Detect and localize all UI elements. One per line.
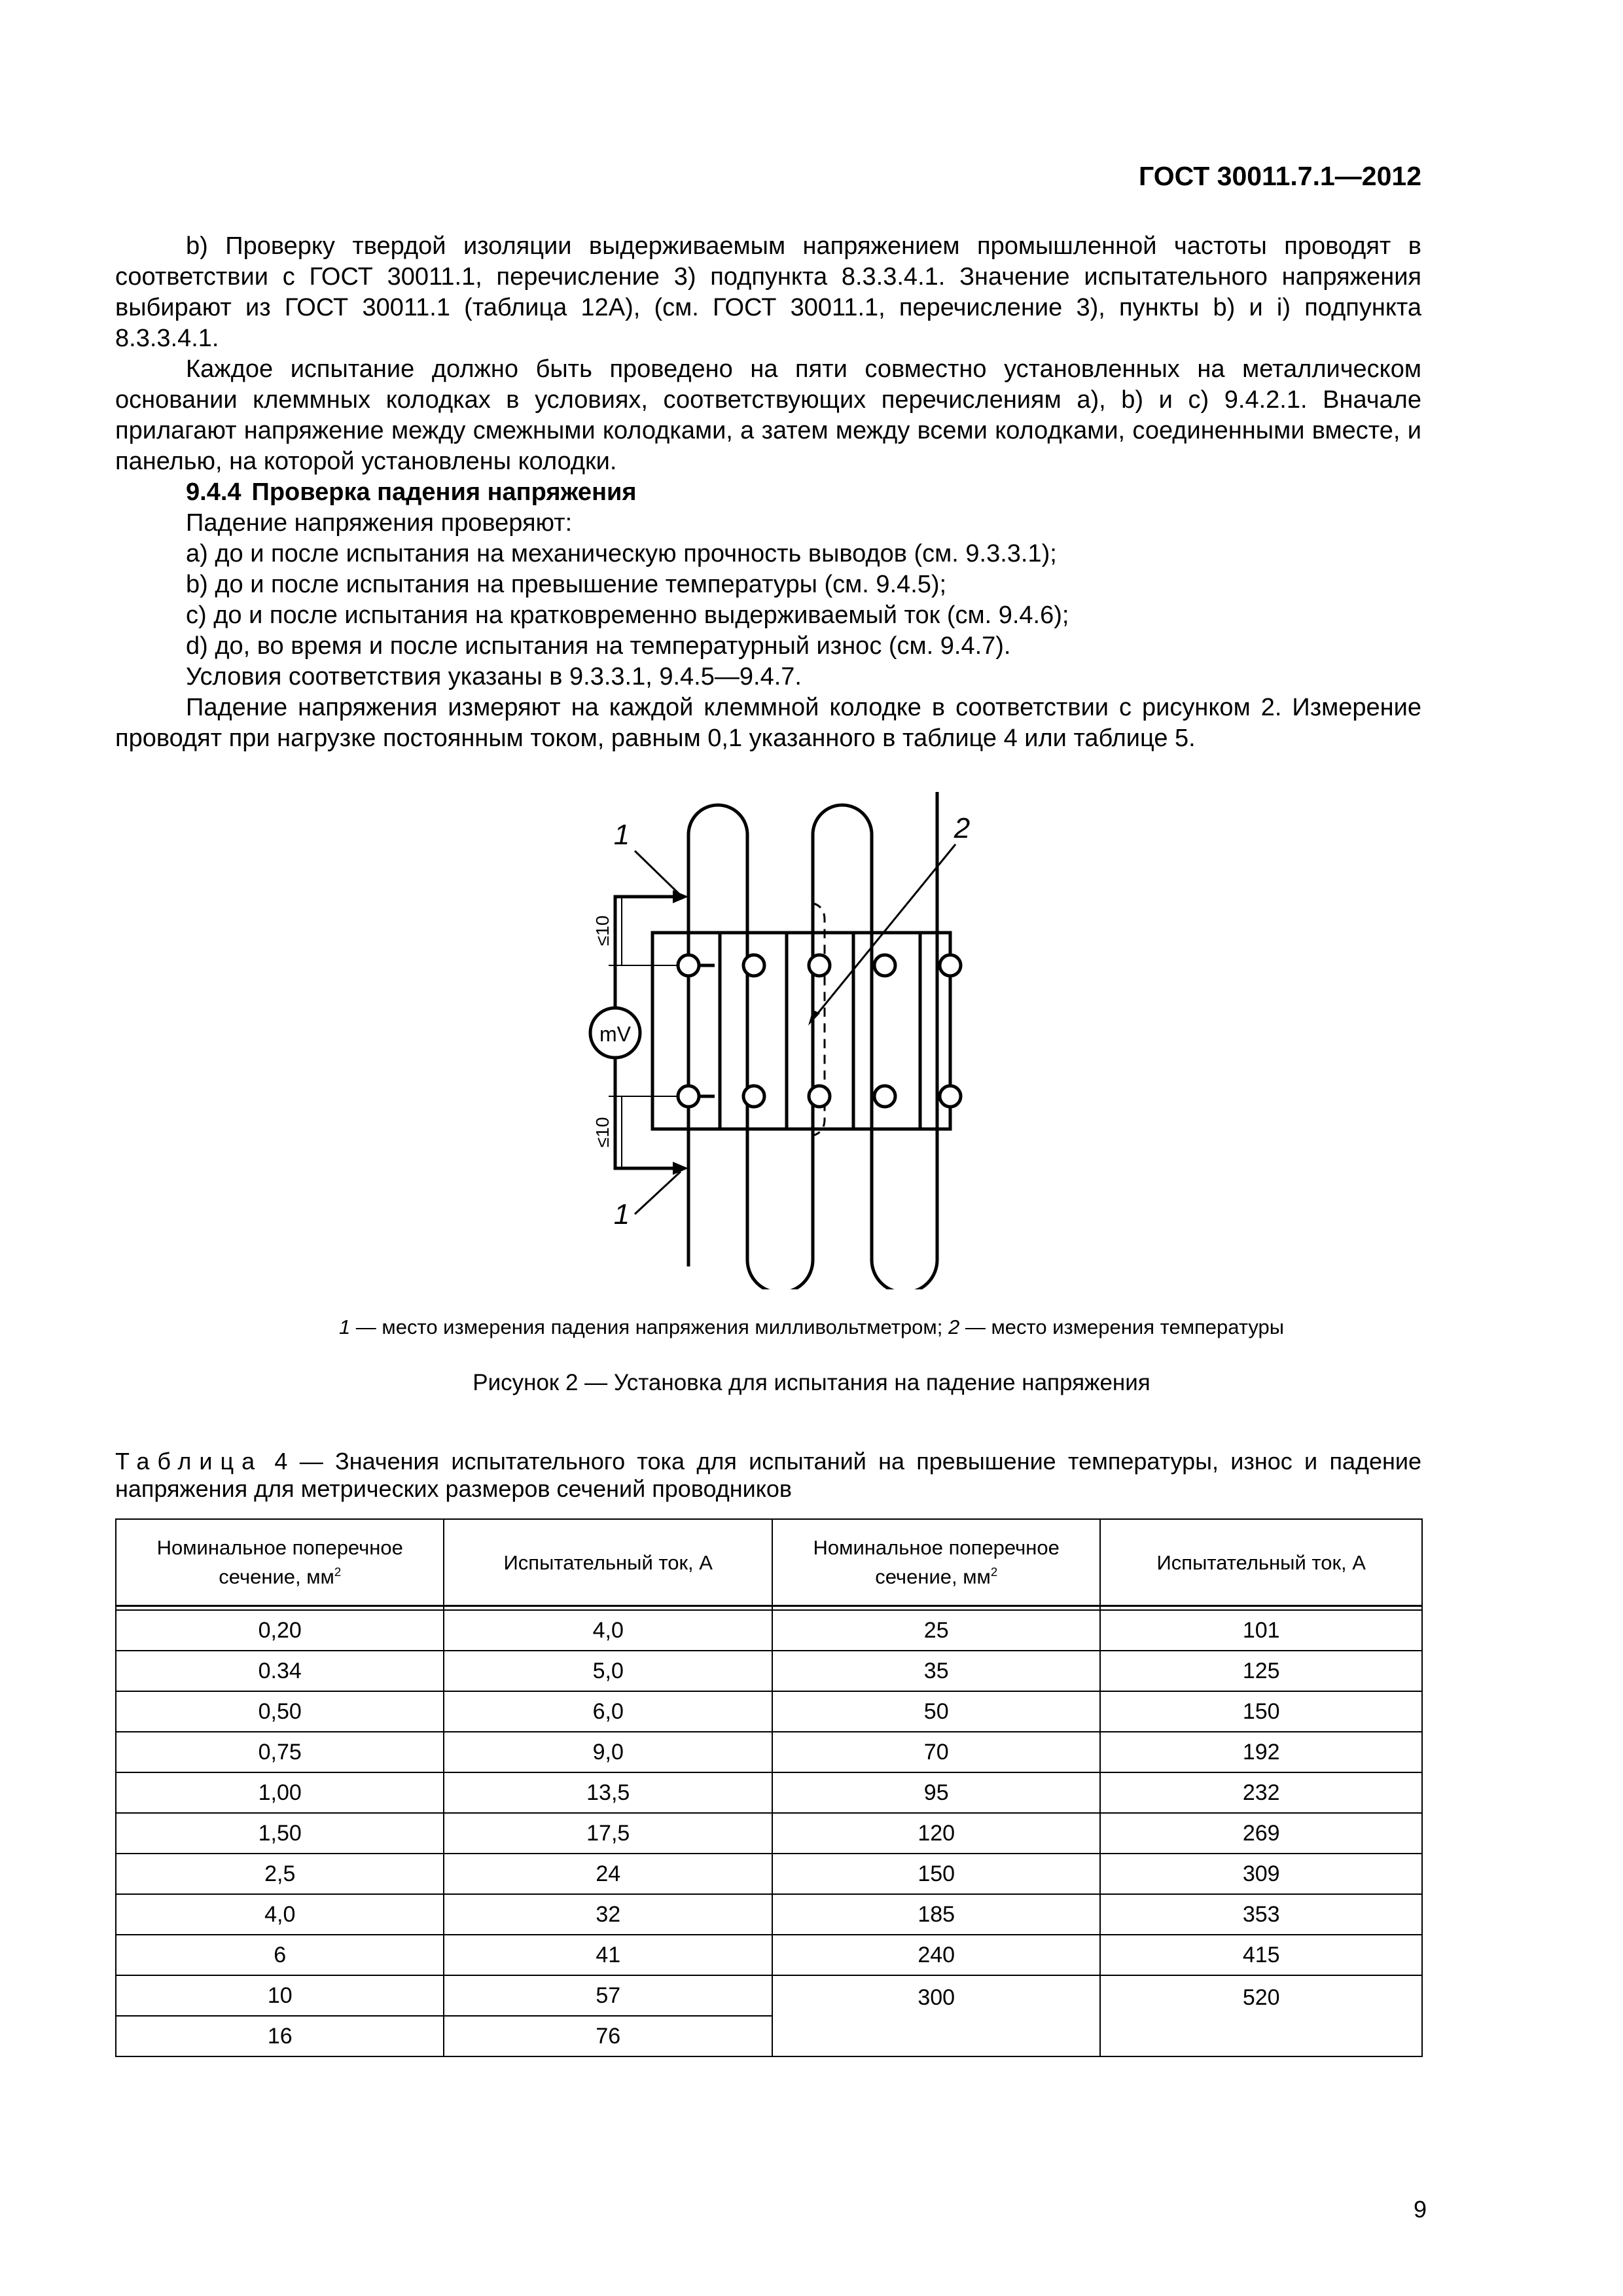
cell-current-left: 24 bbox=[444, 1854, 772, 1894]
cell-section-left: 0,20 bbox=[116, 1610, 444, 1651]
table-row bbox=[116, 1935, 1422, 1975]
cell-section-left: 0.34 bbox=[116, 1651, 444, 1691]
terminal-screw-top-1 bbox=[678, 955, 699, 976]
cell-section-right: 95 bbox=[772, 1772, 1100, 1813]
paragraph-conditions: Условия соответствия указаны в 9.3.3.1, 9.4.5—9.4.7. bbox=[186, 663, 802, 691]
column-header-section: Номинальное поперечное сечение, $мм^2$ bbox=[772, 1519, 1100, 1606]
section-title: Проверка падения напряжения bbox=[251, 478, 637, 506]
cell-section-left: 6 bbox=[116, 1935, 444, 1975]
cell-section-right: 35 bbox=[772, 1651, 1100, 1691]
terminal-screw-bottom-4 bbox=[874, 1086, 895, 1107]
cell-current-right: 150 bbox=[1100, 1691, 1422, 1732]
paragraph-measurement: Падение напряжения измеряют на каждой клеммной колодке в соответствии с рисунком 2. Измерение проводят при нагрузке постоянным током, равным 0,1 указанного в таблице 4 или таблице 5. bbox=[115, 694, 1421, 752]
terminal-screw-top-3 bbox=[809, 955, 830, 976]
cell-section-right: 120 bbox=[772, 1813, 1100, 1854]
cell-current-left: 57 bbox=[444, 1975, 772, 2016]
cell-current-left: 41 bbox=[444, 1935, 772, 1975]
table-row bbox=[116, 1894, 1422, 1935]
column-header-current: Испытательный ток, А bbox=[1100, 1519, 1422, 1606]
list-item-a: а) до и после испытания на механическую прочность выводов (см. 9.3.3.1); bbox=[186, 540, 1057, 567]
cell-current-right: 353 bbox=[1100, 1894, 1422, 1935]
label-2: 2 bbox=[954, 812, 971, 844]
conductor-loops bbox=[688, 792, 937, 1289]
cell-current-right: 309 bbox=[1100, 1854, 1422, 1894]
label-1-bottom: 1 bbox=[613, 1198, 630, 1230]
cell-current-left: 6,0 bbox=[444, 1691, 772, 1732]
standard-header: ГОСТ 30011.7.1—2012 bbox=[1139, 161, 1421, 191]
cell-current-left: 17,5 bbox=[444, 1813, 772, 1854]
cell-section-left: 10 bbox=[116, 1975, 444, 2016]
cell-section-right: 240 bbox=[772, 1935, 1100, 1975]
voltage-drop-setup-diagram bbox=[504, 779, 1060, 1289]
cell-current-right: 125 bbox=[1100, 1651, 1422, 1691]
table-row bbox=[116, 1975, 1422, 2016]
cell-section-right: 70 bbox=[772, 1732, 1100, 1772]
paragraph-test-conditions: Каждое испытание должно быть проведено на пяти совместно установленных на металлическом основании клеммных колодках в условиях, соответствующих перечислениям а), b) и с) 9.4.2.1. Вначале прилагают напряжение между смежными колодками, а затем между всеми колодками, соединенными вместе, и панелью, на которой установлены колодки. bbox=[115, 355, 1421, 475]
cell-current-right: 520 bbox=[1100, 1975, 1422, 2056]
table-row bbox=[116, 1732, 1422, 1772]
table-row bbox=[116, 1651, 1422, 1691]
terminal-screw-bottom-1 bbox=[678, 1086, 699, 1107]
cell-current-left: 4,0 bbox=[444, 1610, 772, 1651]
table-4 bbox=[115, 1518, 1423, 2057]
cell-section-right: 300 bbox=[772, 1975, 1100, 2056]
cell-current-right: 232 bbox=[1100, 1772, 1422, 1813]
cell-section-left: 16 bbox=[116, 2016, 444, 2056]
cell-section-right: 150 bbox=[772, 1854, 1100, 1894]
table-row bbox=[116, 1854, 1422, 1894]
terminal-screw-bottom-2 bbox=[743, 1086, 764, 1107]
table-row bbox=[116, 1772, 1422, 1813]
meter-label: mV bbox=[599, 1022, 631, 1046]
figure-2-diagram bbox=[504, 779, 1060, 1289]
cell-section-left: 4,0 bbox=[116, 1894, 444, 1935]
list-item-b: b) до и после испытания на превышение температуры (см. 9.4.5); bbox=[186, 571, 947, 598]
cell-section-right: 25 bbox=[772, 1610, 1100, 1651]
cell-section-left: 0,75 bbox=[116, 1732, 444, 1772]
column-header-current: Испытательный ток, А bbox=[444, 1519, 772, 1606]
table-caption-text: 4 — Значения испытательного тока для испытаний на превышение температуры, износ и падение напряжения для метрических размеров сечений проводников bbox=[115, 1448, 1421, 1502]
table-row bbox=[116, 1610, 1422, 1651]
figure-caption: Рисунок 2 — Установка для испытания на падение напряжения bbox=[473, 1370, 1150, 1395]
cell-section-left: 0,50 bbox=[116, 1691, 444, 1732]
label-1-top: 1 bbox=[613, 819, 630, 851]
cell-section-right: 185 bbox=[772, 1894, 1100, 1935]
section-number: 9.4.4 bbox=[186, 478, 241, 506]
section-heading bbox=[115, 477, 1421, 508]
cell-current-left: 5,0 bbox=[444, 1651, 772, 1691]
table-row bbox=[116, 1813, 1422, 1854]
paragraph-intro: Падение напряжения проверяют: bbox=[186, 509, 573, 537]
cell-current-left: 13,5 bbox=[444, 1772, 772, 1813]
cell-current-left: 9,0 bbox=[444, 1732, 772, 1772]
list-item-c: с) до и после испытания на кратковременно выдерживаемый ток (см. 9.4.6); bbox=[186, 601, 1069, 629]
body-text bbox=[115, 231, 1421, 754]
cell-current-right: 192 bbox=[1100, 1732, 1422, 1772]
cell-current-left: 76 bbox=[444, 2016, 772, 2056]
table-caption bbox=[115, 1448, 1421, 1503]
terminal-screw-top-2 bbox=[743, 955, 764, 976]
cell-current-left: 32 bbox=[444, 1894, 772, 1935]
page-number: 9 bbox=[1413, 2196, 1427, 2223]
cell-section-right: 50 bbox=[772, 1691, 1100, 1732]
figure-legend: 1 — место измерения падения напряжения милливольтметром; 2 — место измерения температуры bbox=[338, 1316, 1285, 1338]
cell-current-right: 101 bbox=[1100, 1610, 1422, 1651]
dimension-label-bottom: ≤10 bbox=[592, 1117, 613, 1148]
table-caption-word: Таблица bbox=[115, 1448, 263, 1475]
cell-current-right: 415 bbox=[1100, 1935, 1422, 1975]
table-row bbox=[116, 1691, 1422, 1732]
terminal-screw-bottom-3 bbox=[809, 1086, 830, 1107]
cell-section-left: 1,00 bbox=[116, 1772, 444, 1813]
dimension-label-top: ≤10 bbox=[592, 915, 613, 946]
list-item-d: d) до, во время и после испытания на температурный износ (см. 9.4.7). bbox=[186, 632, 1011, 660]
terminal-screw-top-5 bbox=[940, 955, 961, 976]
terminal-screw-bottom-5 bbox=[940, 1086, 961, 1107]
paragraph-b: b) Проверку твердой изоляции выдерживаемым напряжением промышленной частоты проводят в соответствии с ГОСТ 30011.1, перечисление 3) подпункта 8.3.3.4.1. Значение испытательного напряжения выбирают из ГОСТ 30011.1 (таблица 12А), (см. ГОСТ 30011.1, перечисление 3), пункты b) и i) подпункта 8.3.3.4.1. bbox=[115, 232, 1421, 352]
terminal-screw-top-4 bbox=[874, 955, 895, 976]
cell-current-right: 269 bbox=[1100, 1813, 1422, 1854]
column-header-section: Номинальное поперечное сечение, $мм^2$ bbox=[116, 1519, 444, 1606]
cell-section-left: 2,5 bbox=[116, 1854, 444, 1894]
cell-section-left: 1,50 bbox=[116, 1813, 444, 1854]
